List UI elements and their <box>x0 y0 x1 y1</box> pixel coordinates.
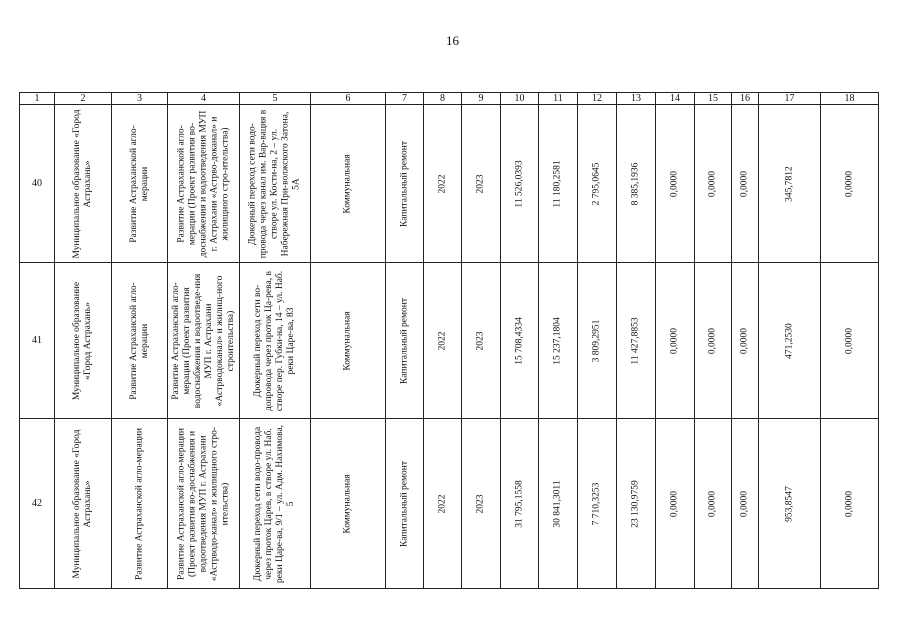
row-number: 42 <box>20 419 55 589</box>
cell-text: 15 237,1804 <box>552 316 563 365</box>
table-cell <box>311 263 386 419</box>
table-cell <box>112 263 168 419</box>
cell-text: 2023 <box>475 174 486 193</box>
cell-text: 2023 <box>475 494 486 513</box>
cell-text: 471,2530 <box>784 322 794 359</box>
cell-text: 2022 <box>437 331 447 350</box>
table-cell <box>759 263 821 419</box>
table-row <box>20 263 879 419</box>
column-header: 15 <box>695 93 732 105</box>
cell-text: Развитие Астраханской агло-мерации <box>134 427 144 580</box>
column-header: 9 <box>462 93 501 105</box>
cell-text: 0,0000 <box>669 327 680 354</box>
table-cell <box>386 419 424 589</box>
cell-text: 0,0000 <box>739 170 750 197</box>
column-header: 13 <box>617 93 656 105</box>
table-cell <box>55 263 112 419</box>
cell-text: Коммунальная <box>342 153 353 214</box>
cell-text: 11 180,2581 <box>552 159 563 208</box>
cell-text: 11 526,0393 <box>514 159 524 208</box>
table-cell <box>462 105 501 263</box>
table-cell <box>168 105 240 263</box>
table-cell <box>539 263 578 419</box>
table-cell <box>168 419 240 589</box>
cell-text: Коммунальная <box>342 473 353 534</box>
cell-text: Развитие Астраханской агло-мерации <box>128 124 150 243</box>
cell-text: 7 710,3253 <box>591 482 602 525</box>
table-cell <box>578 263 617 419</box>
cell-text: 23 130,9759 <box>630 479 641 528</box>
cell-text: 0,0000 <box>669 170 680 197</box>
table-cell <box>501 263 539 419</box>
cell-text: 0,0000 <box>707 170 718 197</box>
table-cell <box>732 419 759 589</box>
column-header: 16 <box>732 93 759 105</box>
column-header: 10 <box>501 93 539 105</box>
table-cell <box>578 105 617 263</box>
table-cell <box>759 419 821 589</box>
column-header: 18 <box>821 93 879 105</box>
table-cell <box>386 263 424 419</box>
cell-text: 0,0000 <box>739 490 750 517</box>
cell-text: Муниципальное образование «Город Астрахань» <box>72 281 93 400</box>
cell-text: 2022 <box>437 494 447 513</box>
table-cell <box>695 263 732 419</box>
row-number: 41 <box>20 263 55 419</box>
cell-text: Капитальный ремонт <box>399 140 409 227</box>
cell-text: Дюкерный переход сети водо-провода через проток Царев, в створе ул. Наб. реки Царе-ва, 9/1 – ул. Адм. Нахимова, 5 <box>253 424 296 583</box>
table-cell <box>539 105 578 263</box>
table-cell <box>821 419 879 589</box>
cell-text: 953,8547 <box>784 485 794 522</box>
cell-text: 0,0000 <box>707 327 718 354</box>
column-header: 14 <box>656 93 695 105</box>
cell-text: 2022 <box>437 174 447 193</box>
cell-text: 0,0000 <box>669 490 680 517</box>
cell-text: 3 809,2951 <box>591 319 602 362</box>
table-cell <box>311 419 386 589</box>
cell-text: 31 795,1558 <box>514 479 524 528</box>
table-cell <box>424 263 462 419</box>
table-cell <box>695 419 732 589</box>
cell-text: 345,7812 <box>784 165 794 202</box>
cell-text: 0,0000 <box>707 490 718 517</box>
cell-text: Дюкерный переход сети водо-провода через канал им. Вар-вация в створе ул. Кости-на, 2 – ул. Набережная При-волжского Затона, 5А <box>247 109 302 258</box>
table-cell <box>55 105 112 263</box>
column-header: 11 <box>539 93 578 105</box>
table-cell <box>462 263 501 419</box>
table-cell <box>240 263 311 419</box>
table-cell <box>112 419 168 589</box>
table-cell <box>617 263 656 419</box>
cell-text: Развитие Астраханской агло-мерации <box>128 281 150 400</box>
cell-text: Развитие Астраханской агло-мерации (Проект развития во-доснабжения и водоотведения МУП г. Астрахани «Астрводо-канал» и жилищного стро-ительства) <box>176 426 230 581</box>
table-cell <box>386 105 424 263</box>
table-cell <box>501 105 539 263</box>
cell-text: Муниципальное образование «Город Астрахань» <box>72 429 93 578</box>
table-cell <box>732 263 759 419</box>
table-cell <box>424 419 462 589</box>
column-header: 7 <box>386 93 424 105</box>
table-cell <box>462 419 501 589</box>
table-cell <box>656 419 695 589</box>
cell-text: 11 427,8853 <box>630 316 641 365</box>
table-row <box>20 105 879 263</box>
table-cell <box>240 419 311 589</box>
table-row <box>20 419 879 589</box>
column-header: 3 <box>112 93 168 105</box>
page-number: 16 <box>446 33 459 48</box>
cell-text: 8 385,1936 <box>630 162 641 205</box>
column-header: 4 <box>168 93 240 105</box>
cell-text: 0,0000 <box>739 327 750 354</box>
table-cell <box>695 105 732 263</box>
column-header: 6 <box>311 93 386 105</box>
table-cell <box>112 105 168 263</box>
cell-text: 2 795,0645 <box>591 162 602 205</box>
cell-text: Коммунальная <box>342 310 353 371</box>
table-cell <box>759 105 821 263</box>
cell-text: 0,0000 <box>844 170 854 197</box>
cell-text: Муниципальное образование «Город Астрахань» <box>72 109 93 258</box>
cell-text: Капитальный ремонт <box>399 460 409 547</box>
table-cell <box>501 419 539 589</box>
cell-text: 30 841,3011 <box>552 479 563 528</box>
cell-text: Развитие Астраханской агло-мерации (Проект развития водоснабжения и водоотведе-ния МУП г. Астрахани «Астрводоканал» и жилищ-ного строительства) <box>170 273 236 408</box>
cell-text: 0,0000 <box>844 327 854 354</box>
table-cell <box>539 419 578 589</box>
table-cell <box>578 419 617 589</box>
table-cell <box>656 105 695 263</box>
header-row <box>20 93 879 105</box>
table-cell <box>240 105 311 263</box>
cell-text: 0,0000 <box>844 490 854 517</box>
column-header: 17 <box>759 93 821 105</box>
table-cell <box>821 105 879 263</box>
cell-text: Развитие Астраханской агло-мерации (Проект развития во-доснабжения и водоотведения МУП г. Астрахани «Астрво-доканал» и жилищного стро-ительства) <box>176 110 230 257</box>
table-cell <box>424 105 462 263</box>
table-cell <box>617 419 656 589</box>
data-table <box>19 92 879 589</box>
cell-text: 2023 <box>475 331 486 350</box>
row-number: 40 <box>20 105 55 263</box>
column-header: 2 <box>55 93 112 105</box>
column-header: 8 <box>424 93 462 105</box>
column-header: 5 <box>240 93 311 105</box>
column-header: 1 <box>20 93 55 105</box>
table-cell <box>732 105 759 263</box>
cell-text: Дюкерный переход сети во-допровода через проток Ца-рева, в створе пер. Губки-на, 14 – ул. Наб. реки Царе-ва, 83 <box>253 270 296 411</box>
table-cell <box>656 263 695 419</box>
table-cell <box>168 263 240 419</box>
column-header: 12 <box>578 93 617 105</box>
cell-text: 15 708,4334 <box>514 316 524 365</box>
table-cell <box>311 105 386 263</box>
table-cell <box>617 105 656 263</box>
cell-text: Капитальный ремонт <box>399 297 409 384</box>
table-cell <box>55 419 112 589</box>
table-cell <box>821 263 879 419</box>
